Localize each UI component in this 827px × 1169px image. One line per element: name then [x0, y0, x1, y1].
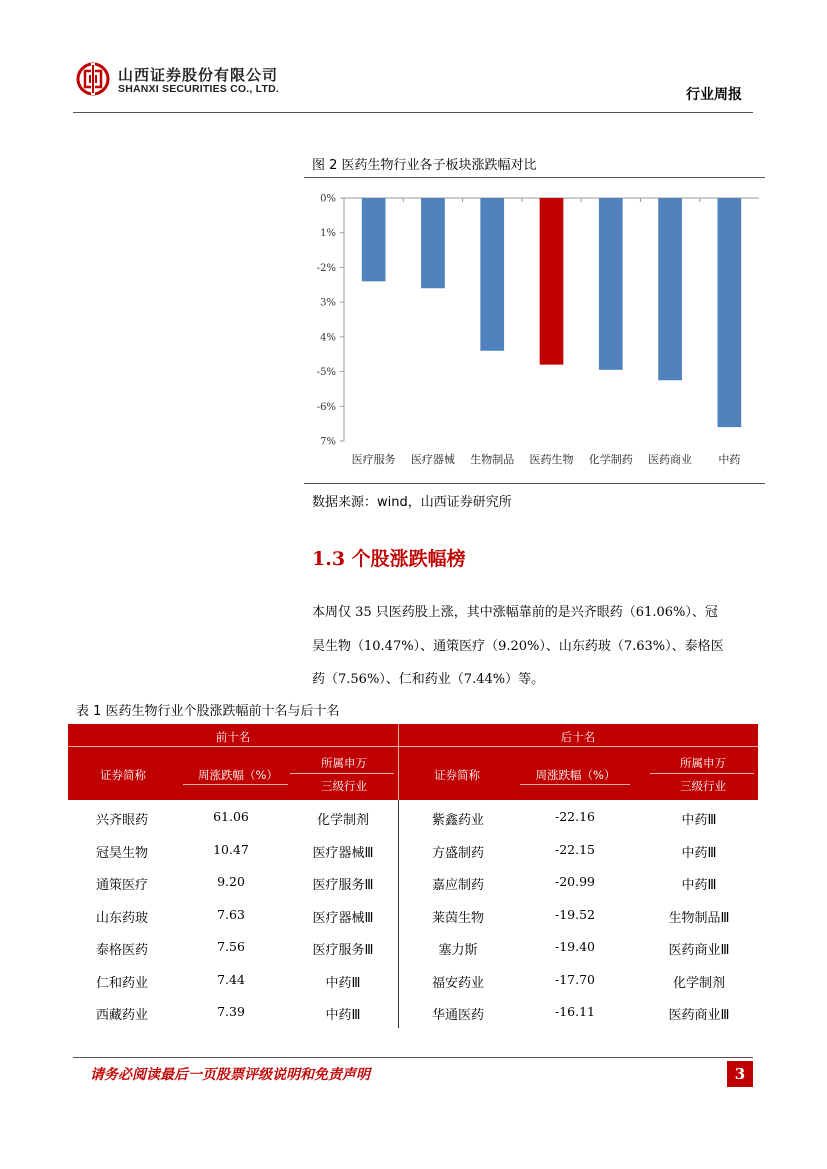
top-row-1-industry: 化学制剂: [316, 813, 369, 828]
bottom-row-6-name: 福安药业: [431, 975, 484, 991]
bottom-row-5-industry: 医药商业Ⅲ: [668, 943, 730, 958]
top-row-5-change: 7.56: [217, 939, 245, 954]
bottom-row-6-industry: 化学制剂: [672, 975, 725, 991]
top-row-4-change: 7.63: [217, 906, 245, 922]
x-tick-label: 化学制药: [588, 453, 633, 466]
top-row-5-industry: 医疗服务Ⅲ: [312, 943, 374, 958]
bar-4: [540, 198, 564, 365]
chart-bars: [362, 198, 741, 427]
col-name-top: 证券简称: [100, 768, 146, 782]
y-tick-label: -6%: [316, 401, 336, 413]
bottom-row-4-industry: 生物制品Ⅲ: [668, 910, 730, 926]
table-header: [68, 724, 758, 800]
report-type-label: 行业周报: [686, 87, 742, 103]
top-row-2-change: 10.47: [213, 841, 249, 857]
x-tick-label: 医疗器械: [410, 453, 455, 466]
top-ten-header: 前十名: [215, 730, 251, 744]
col-industry-bottom-l2: 三级行业: [680, 779, 726, 793]
figure-bottom-rule: [304, 483, 765, 484]
sub-sector-bar-chart: [304, 180, 765, 480]
col-change-top: 周涨跌幅（%）: [198, 768, 278, 782]
bottom-row-2-industry: 中药Ⅲ: [681, 845, 717, 861]
section-heading: 1.3 个股涨跌幅榜: [312, 548, 466, 570]
col-industry-bottom-l1: 所属申万: [680, 756, 726, 770]
x-tick-label: 医药生物: [529, 453, 574, 466]
bottom-row-3-name: 嘉应制药: [431, 878, 484, 893]
company-name-en: SHANXI SECURITIES CO., LTD.: [118, 83, 279, 95]
top-row-7-industry: 中药Ⅲ: [325, 1008, 361, 1023]
x-tick-label: 医疗服务: [351, 453, 396, 466]
col-change-bottom: 周涨跌幅（%）: [535, 768, 616, 782]
paragraph-line-3: 药（7.56%）、仁和药业（7.44%）等。: [312, 672, 545, 687]
y-tick-label: 7%: [320, 436, 336, 448]
top-row-3-industry: 医疗服务Ⅲ: [312, 878, 374, 893]
company-name-cn: 山西证券股份有限公司: [118, 66, 279, 84]
page-number: 3: [727, 1061, 753, 1087]
bar-3: [480, 198, 504, 351]
footer-disclaimer: 请务必阅读最后一页股票评级说明和免责声明: [90, 1067, 370, 1083]
y-tick-label: 4%: [320, 332, 336, 344]
top-row-6-name: 仁和药业: [95, 975, 148, 991]
bar-1: [362, 198, 386, 281]
y-tick-label: 3%: [320, 297, 336, 309]
paragraph-line-1: 本周仅 35 只医药股上涨，其中涨幅靠前的是兴齐眼药（61.06%）、冠: [312, 605, 718, 620]
top-row-4-name: 山东药玻: [95, 910, 148, 926]
bar-6: [658, 198, 682, 380]
y-tick-label: 0%: [320, 193, 336, 205]
footer-divider: [73, 1057, 753, 1058]
col-industry-bottom-rule: [650, 773, 754, 774]
paragraph-line-2: 昊生物（10.47%）、通策医疗（9.20%）、山东药玻（7.63%）、泰格医: [312, 639, 724, 654]
bottom-row-7-industry: 医药商业Ⅲ: [668, 1008, 730, 1023]
bottom-row-3-change: -20.99: [554, 874, 595, 889]
table-caption: 表 1 医药生物行业个股涨跌幅前十名与后十名: [76, 704, 340, 719]
top-row-4-industry: 医疗器械Ⅲ: [312, 910, 374, 926]
figure-caption: 图 2 医药生物行业各子板块涨跌幅对比: [312, 158, 537, 173]
top-row-3-name: 通策医疗: [95, 878, 148, 893]
bottom-row-5-name: 塞力斯: [438, 943, 478, 958]
col-change-top-rule: [183, 784, 288, 785]
header-rule: [68, 746, 758, 747]
top-row-2-industry: 医疗器械Ⅲ: [312, 845, 374, 861]
bottom-row-1-change: -22.16: [554, 809, 595, 824]
bottom-row-4-name: 莱茵生物: [431, 910, 484, 926]
bottom-row-6-change: -17.70: [554, 971, 595, 987]
col-industry-top-rule: [290, 773, 394, 774]
top-row-7-change: 7.39: [217, 1004, 245, 1019]
x-tick-label: 中药: [718, 453, 741, 466]
x-tick-label: 医药商业: [648, 453, 693, 466]
company-logo: [76, 62, 110, 96]
y-tick-label: -5%: [316, 367, 336, 379]
top-row-1-name: 兴齐眼药: [95, 813, 148, 828]
figure-source: 数据来源：wind，山西证券研究所: [312, 495, 512, 510]
x-tick-label: 生物制品: [470, 453, 515, 466]
top-row-5-name: 泰格医药: [95, 943, 148, 958]
bar-7: [718, 198, 742, 427]
bottom-row-5-change: -19.40: [554, 939, 595, 954]
top-row-2-name: 冠昊生物: [95, 845, 148, 861]
figure-top-rule: [304, 177, 765, 178]
bottom-row-2-change: -22.15: [554, 841, 595, 857]
y-tick-label: 1%: [320, 228, 336, 240]
bar-5: [599, 198, 623, 370]
header-divider: [73, 112, 753, 113]
bar-2: [421, 198, 445, 288]
bottom-row-3-industry: 中药Ⅲ: [681, 878, 717, 893]
bottom-row-2-name: 方盛制药: [431, 845, 484, 861]
top-row-7-name: 西藏药业: [95, 1008, 148, 1023]
col-industry-top-l2: 三级行业: [321, 779, 367, 793]
header-split: [398, 724, 399, 800]
col-name-bottom: 证券简称: [434, 768, 480, 782]
bottom-row-7-name: 华通医药: [431, 1008, 484, 1023]
bottom-ten-header: 后十名: [560, 730, 596, 744]
top-row-1-change: 61.06: [213, 809, 249, 824]
top-row-6-change: 7.44: [217, 971, 245, 987]
bottom-row-1-industry: 中药Ⅲ: [681, 813, 717, 828]
col-industry-top-l1: 所属申万: [321, 756, 367, 770]
bottom-row-1-name: 紫鑫药业: [431, 813, 484, 828]
bottom-row-4-change: -19.52: [554, 906, 595, 922]
col-change-bottom-rule: [520, 784, 630, 785]
bottom-row-7-change: -16.11: [554, 1004, 595, 1019]
top-row-3-change: 9.20: [217, 874, 245, 889]
top-row-6-industry: 中药Ⅲ: [325, 975, 361, 991]
chart-y-ticks: [317, 194, 344, 448]
logo-icon: [76, 62, 110, 96]
y-tick-label: -2%: [316, 262, 336, 274]
